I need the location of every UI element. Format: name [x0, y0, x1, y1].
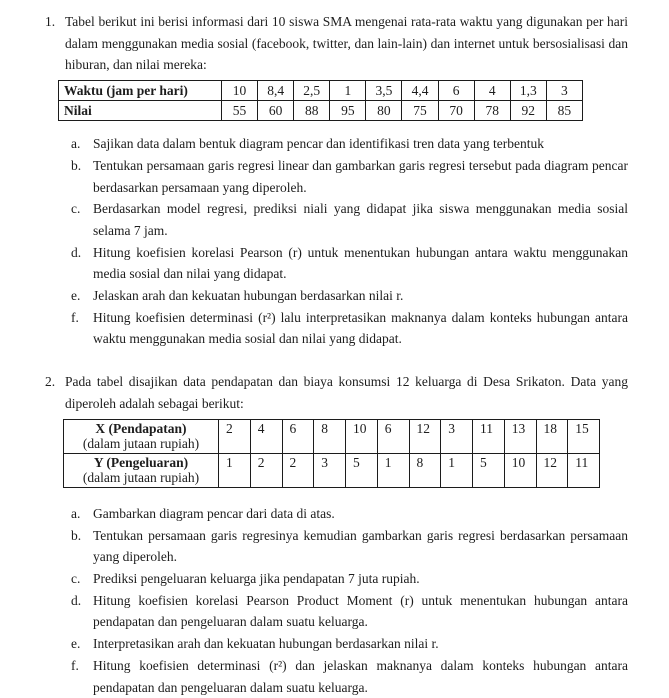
table-cell: 4 [250, 419, 282, 453]
table-cell: 15 [568, 419, 600, 453]
list-item-2d [65, 590, 628, 633]
table-cell: 2,5 [294, 81, 330, 101]
item-text: Tentukan persamaan garis regresi linear dan gambarkan garis regresi tersebut pada diagram pencar berdasarkan persamaan yang diperoleh. [93, 157, 628, 195]
table-cell: 2 [250, 453, 282, 487]
table-cell: 18 [536, 419, 568, 453]
table-cell: 10 [346, 419, 378, 453]
table-cell: 70 [438, 101, 474, 121]
list-item-1f [65, 307, 628, 350]
problem-1-number: 1. [45, 14, 56, 29]
list-item-1c [65, 198, 628, 241]
table-cell: 1 [377, 453, 409, 487]
table-cell: 4,4 [402, 81, 438, 101]
item-text: Berdasarkan model regresi, prediksi niali yang didapat jika siswa menggunakan media sosial selama 7 jam. [93, 201, 628, 238]
table-row-pengeluaran [64, 453, 600, 487]
table-cell: 6 [377, 419, 409, 453]
list-item-1a [65, 133, 628, 155]
table-cell: 3 [546, 81, 582, 101]
item-letter: e. [71, 288, 81, 304]
item-text: Hitung koefisien determinasi (r²) dan jelaskan maknanya dalam konteks hubungan antara pendapatan dan pengeluaran dalam suatu keluarga. [93, 657, 628, 695]
table-cell: 88 [294, 101, 330, 121]
table-cell: 2 [219, 419, 251, 453]
row-label-nilai: Nilai [59, 101, 222, 121]
row-label-sub: (dalam jutaan rupiah) [82, 470, 200, 486]
item-text: Interpretasikan arah dan kekuatan hubungan berdasarkan nilai r. [93, 636, 439, 652]
item-letter: d. [71, 244, 82, 260]
table-cell: 11 [473, 419, 505, 453]
list-item-2e [65, 633, 628, 655]
table-cell: 8 [314, 419, 346, 453]
table-cell: 10 [222, 81, 258, 101]
item-letter: b. [71, 157, 82, 173]
problem-1-intro: Tabel berikut ini berisi informasi dari 10 siswa SMA mengenai rata-rata waktu yang digunakan per hari dalam menggunakan media sosial (facebook, twitter, dan lain-lain) dan internet untuk bersosialisasi dan hiburan, dan nilai mereka: [65, 14, 628, 73]
item-text: Sajikan data dalam bentuk diagram pencar dan identifikasi tren data yang terbentuk [93, 136, 544, 152]
table-cell: 95 [330, 101, 366, 121]
item-letter: b. [71, 527, 82, 543]
table-cell: 85 [546, 101, 582, 121]
row-label-sub: (dalam jutaan rupiah) [82, 436, 200, 452]
item-text: Hitung koefisien determinasi (r²) lalu interpretasikan maknanya dalam konteks hubungan antara waktu menggunakan media sosial dan nilai yang didapat. [93, 309, 628, 347]
table-cell: 12 [536, 453, 568, 487]
table-cell: 3 [441, 419, 473, 453]
table-cell: 11 [568, 453, 600, 487]
problem-2 [45, 371, 628, 698]
table-cell: 12 [409, 419, 441, 453]
item-text: Gambarkan diagram pencar dari data di atas. [93, 505, 335, 521]
row-label-pengeluaran [64, 453, 219, 487]
problem-2-items [65, 503, 628, 698]
table-cell: 8,4 [258, 81, 294, 101]
list-item-2a [65, 503, 628, 525]
list-item-2b [65, 525, 628, 568]
row-label-waktu: Waktu (jam per hari) [59, 81, 222, 101]
table-cell: 13 [504, 419, 536, 453]
table-cell: 3,5 [366, 81, 402, 101]
problem-2-intro: Pada tabel disajikan data pendapatan dan biaya konsumsi 12 keluarga di Desa Srikaton. Data yang diperoleh adalah sebagai berikut: [65, 374, 628, 411]
table-cell: 92 [510, 101, 546, 121]
item-letter: f. [71, 657, 79, 673]
list-item-1d [65, 242, 628, 285]
problem-2-number: 2. [45, 374, 56, 390]
list-item-2f [65, 655, 628, 698]
problem-1-items [65, 133, 628, 350]
list-item-1e [65, 285, 628, 307]
table-cell: 2 [282, 453, 314, 487]
table-cell: 75 [402, 101, 438, 121]
table-cell: 3 [314, 453, 346, 487]
table-cell: 1 [219, 453, 251, 487]
table-cell: 80 [366, 101, 402, 121]
table-cell: 78 [474, 101, 510, 121]
table-row-nilai [59, 101, 583, 121]
table-cell: 1 [330, 81, 366, 101]
table-row-pendapatan [64, 419, 600, 453]
row-label-pendapatan [64, 419, 219, 453]
row-label-main: X (Pendapatan) [95, 420, 187, 436]
item-letter: a. [71, 136, 81, 152]
item-text: Hitung koefisien korelasi Pearson (r) untuk menentukan hubungan antara waktu menggunakan media sosial dan nilai yang didapat. [93, 244, 628, 282]
item-letter: a. [71, 505, 81, 521]
problem-1-body [65, 11, 628, 350]
problem-2-data-table [63, 419, 600, 488]
table-cell: 5 [346, 453, 378, 487]
table-cell: 8 [409, 453, 441, 487]
item-letter: e. [71, 636, 81, 652]
table-cell: 1 [441, 453, 473, 487]
table-cell: 10 [504, 453, 536, 487]
table-cell: 55 [222, 101, 258, 121]
table-cell: 5 [473, 453, 505, 487]
table-cell: 1,3 [510, 81, 546, 101]
table-cell: 6 [438, 81, 474, 101]
row-label-main: Y (Pengeluaran) [93, 454, 189, 470]
table-row-waktu [59, 81, 583, 101]
list-item-1b [65, 155, 628, 198]
problem-1 [45, 11, 628, 350]
item-text: Tentukan persamaan garis regresinya kemudian gambarkan garis regresi berdasarkan persamaan yang diperoleh. [93, 527, 628, 565]
item-letter: c. [71, 571, 81, 587]
item-letter: c. [71, 201, 81, 217]
item-text: Jelaskan arah dan kekuatan hubungan berdasarkan nilai r. [93, 288, 404, 304]
item-letter: d. [71, 592, 82, 608]
problem-1-data-table [58, 80, 583, 121]
item-text: Hitung koefisien korelasi Pearson Product Moment (r) untuk menentukan hubungan antara pendapatan dan pengeluaran dalam suatu keluarga. [93, 592, 628, 630]
table-cell: 60 [258, 101, 294, 121]
table-cell: 4 [474, 81, 510, 101]
item-letter: f. [71, 309, 79, 325]
table-cell: 6 [282, 419, 314, 453]
item-text: Prediksi pengeluaran keluarga jika pendapatan 7 juta rupiah. [93, 571, 420, 587]
problem-2-body [65, 371, 628, 698]
list-item-2c [65, 568, 628, 590]
